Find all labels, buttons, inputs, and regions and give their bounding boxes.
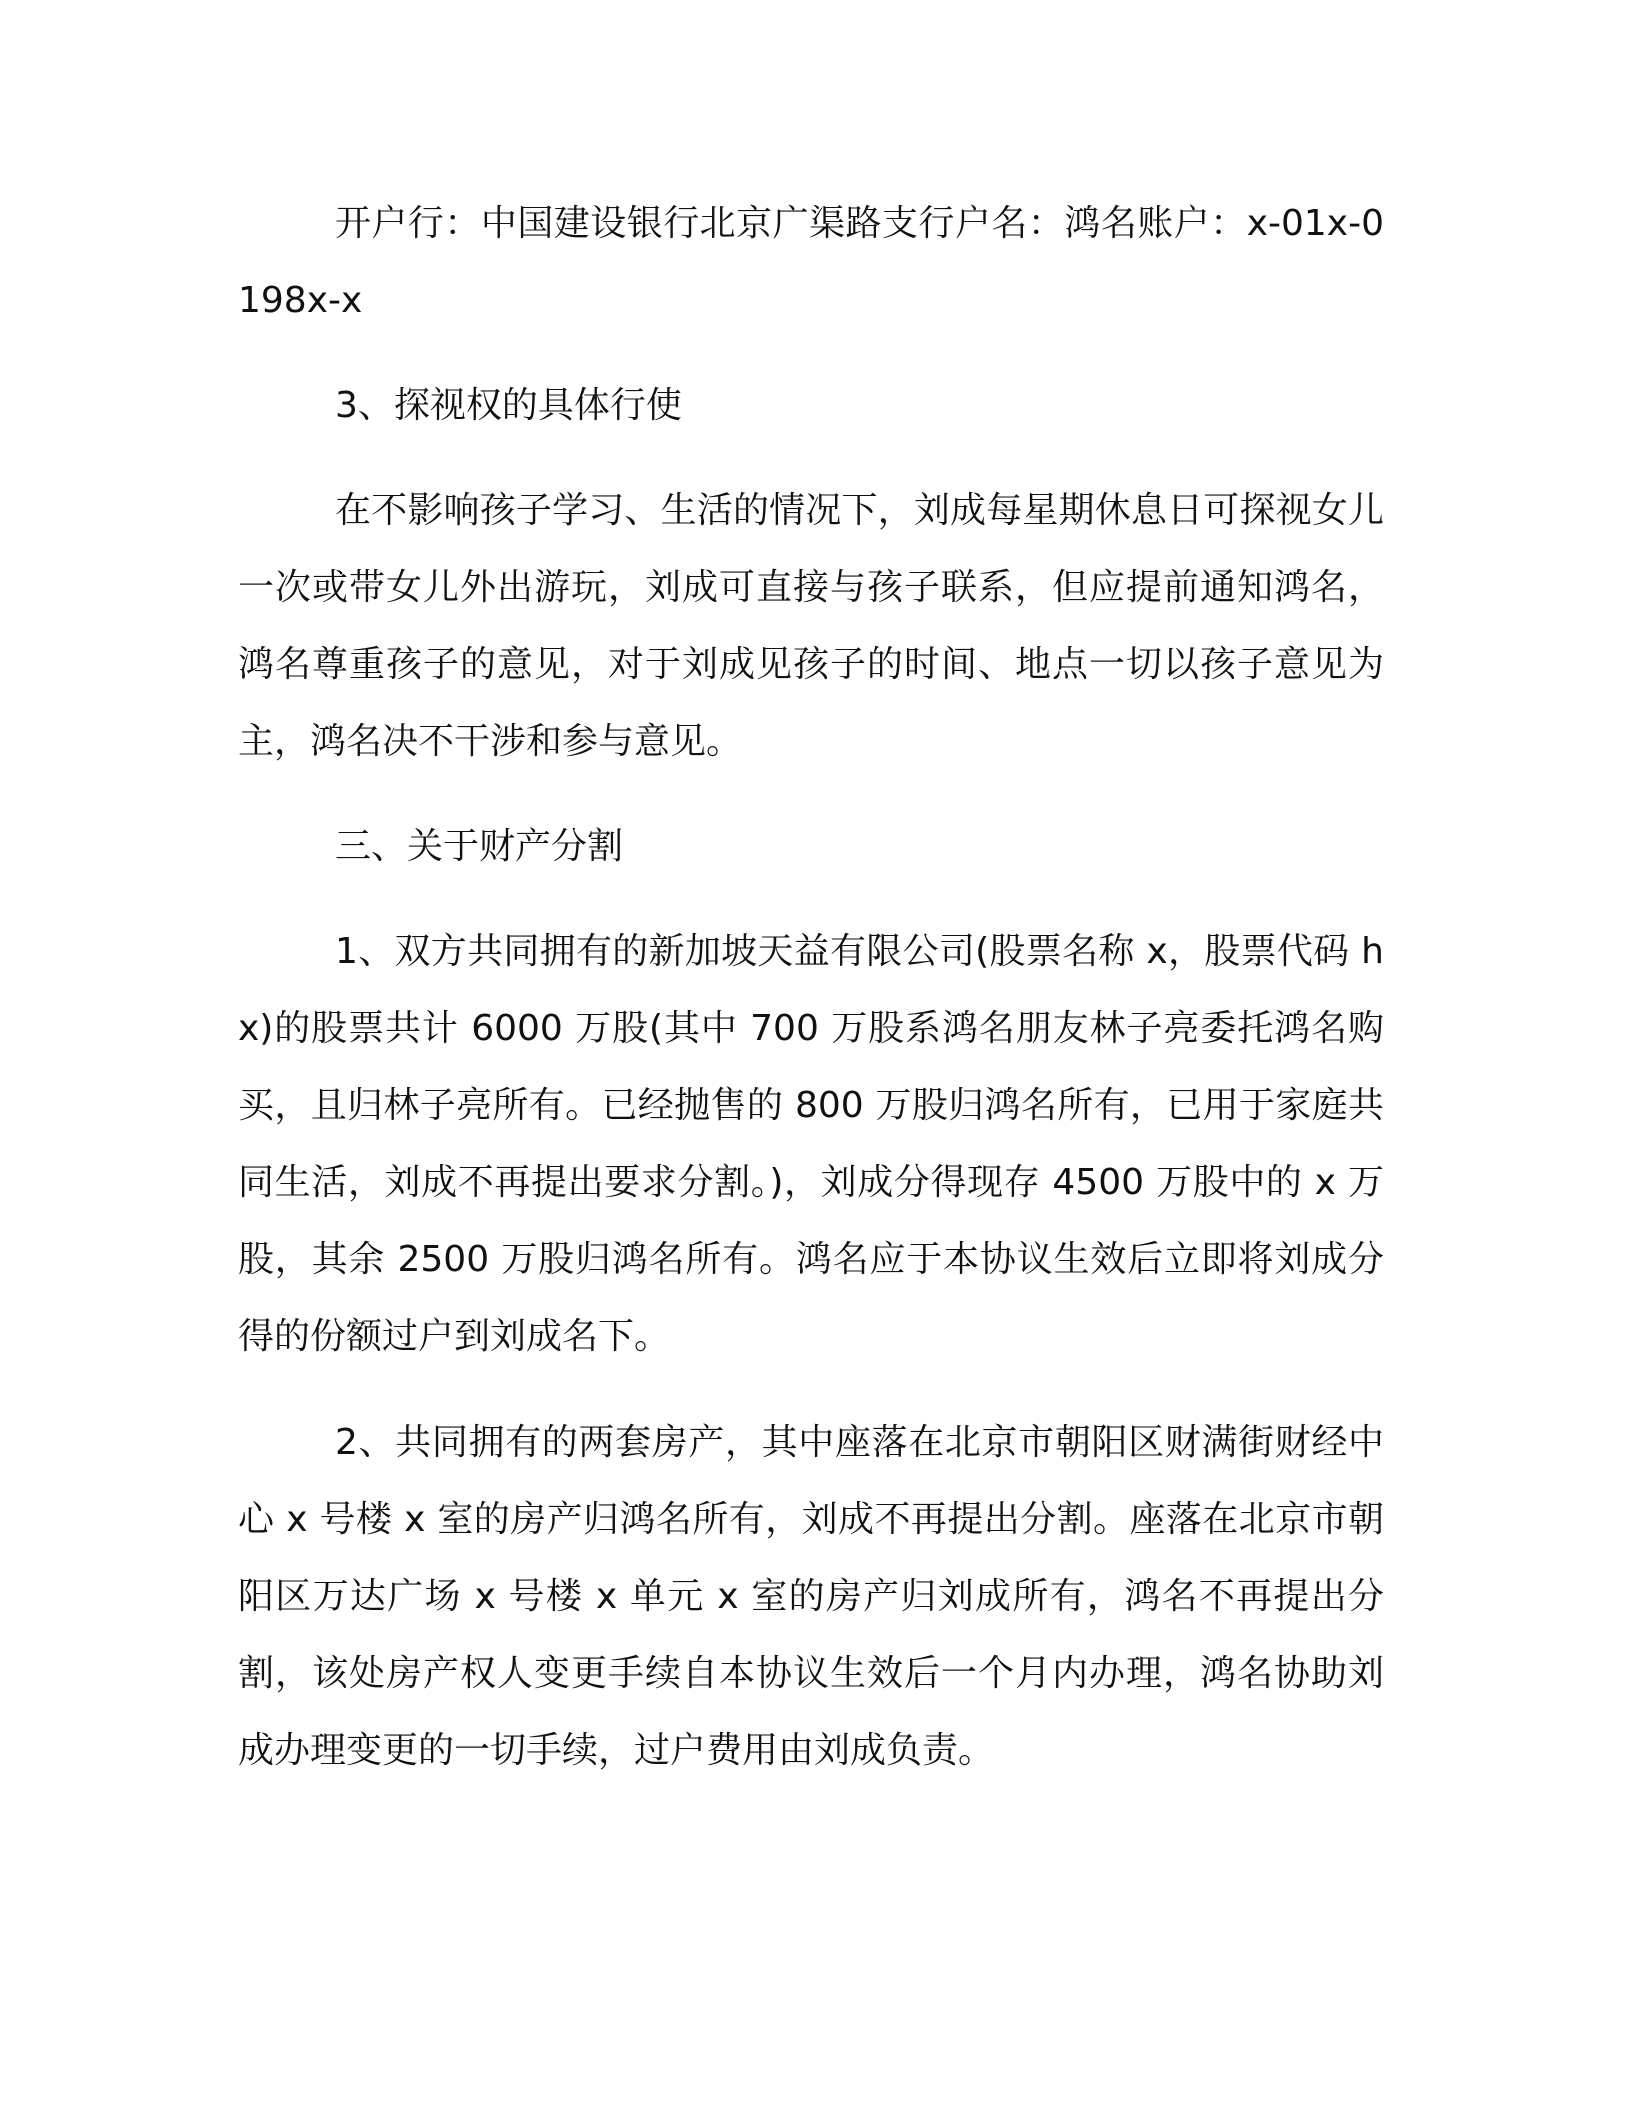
stock-division-paragraph: 1、双方共同拥有的新加坡天益有限公司(股票名称 x，股票代码 hx)的股票共计 6000 万股(其中 700 万股系鸿名朋友林子亮委托鸿名购买，且归林子亮所有。已经抛售的 800 万股归鸿名所有，已用于家庭共同生活，刘成不再提出要求分割。)，刘成分得现存 4500 万股中的 x 万股，其余 2500 万股归鸿名所有。鸿名应于本协议生效后立即将刘成分得的份额过户到刘成名下。 [238,931,1384,1357]
bank-account-paragraph: 开户行：中国建设银行北京广渠路支行户名：鸿名账户：x-01x-0198x-x [238,203,1384,321]
property-division-heading: 三、关于财产分割 [335,826,624,867]
visitation-paragraph: 在不影响孩子学习、生活的情况下，刘成每星期休息日可探视女儿一次或带女儿外出游玩，刘成可直接与孩子联系，但应提前通知鸿名，鸿名尊重孩子的意见，对于刘成见孩子的时间、地点一切以孩子意见为主，鸿名决不干涉和参与意见。 [238,490,1384,762]
visitation-heading: 3、探视权的具体行使 [335,385,682,426]
real-estate-division-paragraph: 2、共同拥有的两套房产，其中座落在北京市朝阳区财满街财经中心 x 号楼 x 室的房产归鸿名所有，刘成不再提出分割。座落在北京市朝阳区万达广场 x 号楼 x 单元 x 室的房产归刘成所有，鸿名不再提出分割，该处房产权人变更手续自本协议生效后一个月内办理，鸿名协助刘成办理变更的一切手续，过户费用由刘成负责。 [238,1422,1384,1771]
document-page [238,185,1384,1789]
